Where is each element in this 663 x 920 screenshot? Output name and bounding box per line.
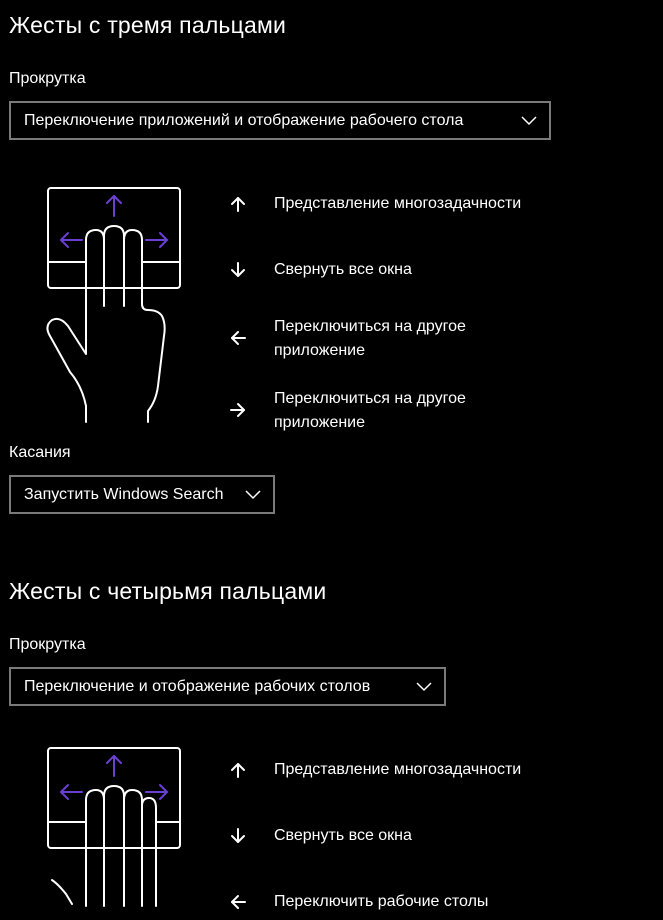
- arrow-right-icon: [230, 402, 246, 418]
- three-finger-scroll-dropdown[interactable]: [9, 101, 551, 140]
- gesture-item-right: [230, 387, 650, 439]
- three-finger-tap-label: Касания: [9, 444, 71, 461]
- four-finger-scroll-dropdown[interactable]: [9, 667, 446, 706]
- four-finger-gesture-list: [230, 758, 650, 910]
- gesture-text: Переключиться на другое приложение: [274, 390, 466, 431]
- four-finger-title: Жесты с четырьмя пальцами: [9, 578, 327, 604]
- arrow-left-icon: [230, 330, 246, 346]
- gesture-item-down: [230, 258, 650, 288]
- arrow-down-icon: [230, 262, 246, 278]
- gesture-text: Переключить рабочие столы: [274, 893, 489, 910]
- chevron-down-icon: [416, 682, 432, 692]
- swipe-arrows: [61, 196, 167, 247]
- three-finger-title: Жесты с тремя пальцами: [9, 12, 287, 38]
- swipe-arrows: [61, 756, 167, 799]
- four-finger-scroll-label: Прокрутка: [9, 636, 86, 653]
- three-finger-scroll-label: Прокрутка: [9, 70, 86, 87]
- gesture-item-left: [230, 315, 650, 367]
- gesture-text: Представление многозадачности: [274, 761, 522, 778]
- three-finger-touchpad-illustration: [44, 186, 184, 426]
- three-finger-tap-dropdown[interactable]: [9, 475, 275, 514]
- four-finger-scroll-value: Переключение и отображение рабочих столов: [24, 677, 371, 695]
- three-finger-gesture-list: [230, 192, 650, 442]
- chevron-down-icon: [245, 490, 261, 500]
- gesture-item-left: [230, 890, 650, 920]
- four-finger-touchpad-illustration: [44, 746, 184, 906]
- gesture-text: Свернуть все окна: [274, 261, 412, 278]
- arrow-up-icon: [230, 196, 246, 212]
- gesture-text: Свернуть все окна: [274, 827, 412, 844]
- chevron-down-icon: [521, 116, 537, 126]
- arrow-left-icon: [230, 894, 246, 910]
- gesture-item-down: [230, 824, 650, 854]
- gesture-text: Переключиться на другое приложение: [274, 318, 466, 359]
- three-finger-scroll-value: Переключение приложений и отображение рабочего стола: [24, 111, 464, 129]
- arrow-up-icon: [230, 762, 246, 778]
- gesture-item-up: [230, 192, 650, 222]
- gesture-text: Представление многозадачности: [274, 195, 522, 212]
- gesture-item-up: [230, 758, 650, 788]
- arrow-down-icon: [230, 828, 246, 844]
- three-finger-tap-value: Запустить Windows Search: [24, 485, 224, 503]
